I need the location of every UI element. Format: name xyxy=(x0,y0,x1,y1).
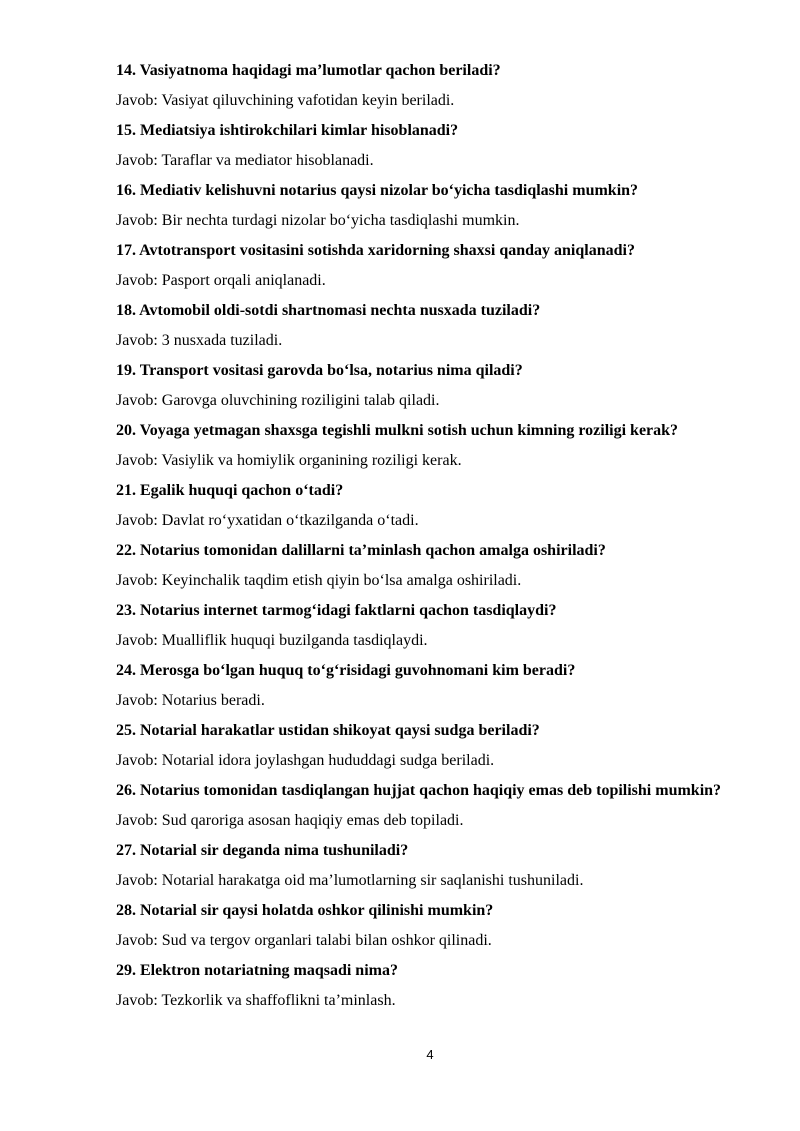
answer-17: Javob: Pasport orqali aniqlanadi. xyxy=(116,272,326,289)
question-16: 16. Mediativ kelishuvni notarius qaysi nizolar bo‘yicha tasdiqlashi mumkin? xyxy=(116,182,639,199)
question-21: 21. Egalik huquqi qachon o‘tadi? xyxy=(116,482,344,499)
answer-28: Javob: Sud va tergov organlari talabi bilan oshkor qilinadi. xyxy=(116,932,492,949)
question-29: 29. Elektron notariatning maqsadi nima? xyxy=(116,962,398,979)
question-20: 20. Voyaga yetmagan shaxsga tegishli mulkni sotish uchun kimning roziligi kerak? xyxy=(116,422,679,439)
answer-15: Javob: Taraflar va mediator hisoblanadi. xyxy=(116,152,374,169)
question-27: 27. Notarial sir deganda nima tushuniladi? xyxy=(116,842,409,859)
answer-18: Javob: 3 nusxada tuziladi. xyxy=(116,332,283,349)
answer-20: Javob: Vasiylik va homiylik organining roziligi kerak. xyxy=(116,452,462,469)
answer-27: Javob: Notarial harakatga oid ma’lumotlarning sir saqlanishi tushuniladi. xyxy=(116,872,584,889)
answer-21: Javob: Davlat ro‘yxatidan o‘tkazilganda o‘tadi. xyxy=(116,512,419,529)
question-15: 15. Mediatsiya ishtirokchilari kimlar hisoblanadi? xyxy=(116,122,459,139)
answer-23: Javob: Mualliflik huquqi buzilganda tasdiqlaydi. xyxy=(116,632,428,649)
answer-29: Javob: Tezkorlik va shaffoflikni ta’minlash. xyxy=(116,992,396,1009)
answer-14: Javob: Vasiyat qiluvchining vafotidan keyin beriladi. xyxy=(116,92,455,109)
question-25: 25. Notarial harakatlar ustidan shikoyat qaysi sudga beriladi? xyxy=(116,722,540,739)
answer-24: Javob: Notarius beradi. xyxy=(116,692,265,709)
question-28: 28. Notarial sir qaysi holatda oshkor qilinishi mumkin? xyxy=(116,902,494,919)
answer-16: Javob: Bir nechta turdagi nizolar bo‘yicha tasdiqlashi mumkin. xyxy=(116,212,520,229)
question-26: 26. Notarius tomonidan tasdiqlangan hujjat qachon haqiqiy emas deb topilishi mumkin? xyxy=(116,782,722,799)
question-18: 18. Avtomobil oldi-sotdi shartnomasi nechta nusxada tuziladi? xyxy=(116,302,541,319)
question-14: 14. Vasiyatnoma haqidagi ma’lumotlar qachon beriladi? xyxy=(116,62,501,79)
question-23: 23. Notarius internet tarmog‘idagi faktlarni qachon tasdiqlaydi? xyxy=(116,602,557,619)
answer-25: Javob: Notarial idora joylashgan hududdagi sudga beriladi. xyxy=(116,752,495,769)
answer-26: Javob: Sud qaroriga asosan haqiqiy emas deb topiladi. xyxy=(116,812,464,829)
question-19: 19. Transport vositasi garovda bo‘lsa, notarius nima qiladi? xyxy=(116,362,523,379)
question-22: 22. Notarius tomonidan dalillarni ta’minlash qachon amalga oshiriladi? xyxy=(116,542,606,559)
answer-22: Javob: Keyinchalik taqdim etish qiyin bo‘lsa amalga oshiriladi. xyxy=(116,572,522,589)
qa-list xyxy=(116,56,740,1016)
page-number: 4 xyxy=(426,1047,434,1062)
question-24: 24. Merosga bo‘lgan huquq to‘g‘risidagi guvohnomani kim beradi? xyxy=(116,662,576,679)
answer-19: Javob: Garovga oluvchining roziligini talab qiladi. xyxy=(116,392,440,409)
question-17: 17. Avtotransport vositasini sotishda xaridorning shaxsi qanday aniqlanadi? xyxy=(116,242,635,259)
